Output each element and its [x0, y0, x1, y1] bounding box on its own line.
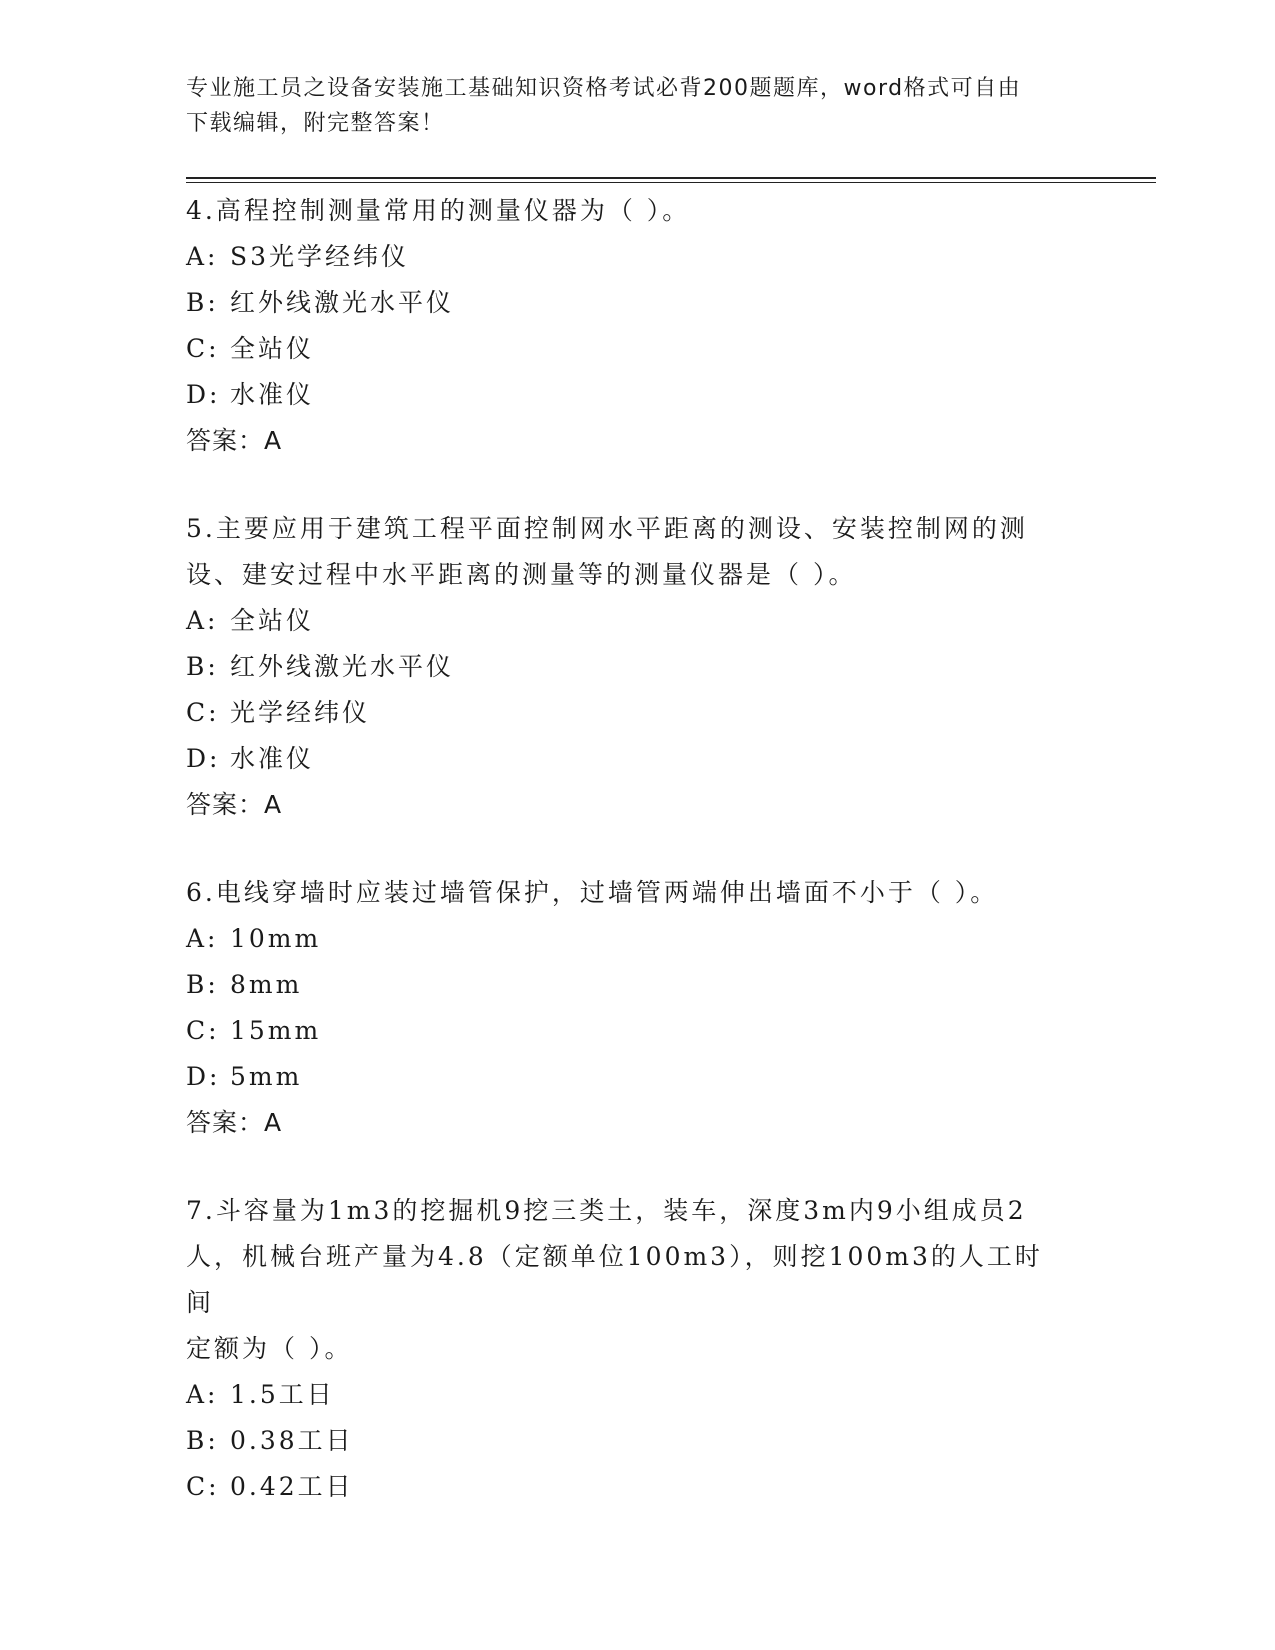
option-text: 5mm: [230, 1062, 303, 1091]
option-letter: C:: [186, 698, 220, 727]
option-letter: D:: [186, 744, 221, 773]
option-text: 水准仪: [230, 744, 315, 773]
option-letter: C:: [186, 1016, 220, 1045]
option-letter: A:: [186, 242, 219, 271]
answer-option: [186, 690, 1066, 736]
option-text: 0.38工日: [230, 1426, 354, 1455]
answer-option: [186, 234, 1066, 280]
option-text: 全站仪: [230, 334, 315, 363]
question-stem-line: 4.高程控制测量常用的测量仪器为（ ）。: [186, 196, 691, 225]
option-text: 8mm: [230, 970, 303, 999]
answer-option: [186, 598, 1066, 644]
option-letter: A:: [186, 606, 219, 635]
answer-option: [186, 736, 1066, 782]
answer-option: [186, 1464, 1066, 1510]
option-text: 红外线激光水平仪: [230, 652, 455, 681]
answer-option: [186, 326, 1066, 372]
question-block: [186, 506, 1066, 828]
option-letter: A:: [186, 924, 219, 953]
answer-key: 答案：A: [186, 426, 283, 455]
header-title-line-2: 下载编辑，附完整答案！: [186, 111, 445, 136]
option-letter: D:: [186, 1062, 221, 1091]
option-text: 水准仪: [230, 380, 315, 409]
option-text: 0.42工日: [230, 1472, 354, 1501]
answer-option: [186, 372, 1066, 418]
option-letter: B:: [186, 1426, 219, 1455]
question-stem-line: 人，机械台班产量为4.8（定额单位100m3），则挖100m3的人工时间: [186, 1242, 1043, 1317]
option-letter: B:: [186, 970, 219, 999]
document-header: [186, 71, 1056, 141]
answer-option: [186, 962, 1066, 1008]
question-block: [186, 188, 1066, 464]
answer-option: [186, 280, 1066, 326]
answer-option: [186, 644, 1066, 690]
option-text: 全站仪: [230, 606, 315, 635]
question-stem-line: 5.主要应用于建筑工程平面控制网水平距离的测设、安装控制网的测: [186, 514, 1028, 543]
question-stem-line: 6.电线穿墙时应装过墙管保护，过墙管两端伸出墙面不小于（ ）。: [186, 878, 999, 907]
option-text: 10mm: [230, 924, 322, 953]
option-letter: B:: [186, 288, 219, 317]
question-block: [186, 870, 1066, 1146]
answer-key: 答案：A: [186, 1108, 283, 1137]
option-text: 红外线激光水平仪: [230, 288, 455, 317]
answer-option: [186, 1372, 1066, 1418]
question-stem-line: 7.斗容量为1m3的挖掘机9挖三类土，装车，深度3m内9小组成员2: [186, 1196, 1027, 1225]
answer-key: 答案：A: [186, 790, 283, 819]
option-letter: C:: [186, 1472, 220, 1501]
question-list: [186, 188, 1066, 1552]
header-title-line-1: 专业施工员之设备安装施工基础知识资格考试必背200题题库，word格式可自由: [186, 76, 1022, 101]
option-text: S3光学经纬仪: [230, 242, 410, 271]
option-text: 15mm: [230, 1016, 322, 1045]
option-letter: A:: [186, 1380, 219, 1409]
answer-option: [186, 916, 1066, 962]
header-divider-thick: [186, 177, 1156, 179]
header-divider-thin: [186, 182, 1156, 183]
answer-option: [186, 1008, 1066, 1054]
option-letter: C:: [186, 334, 220, 363]
question-block: [186, 1188, 1066, 1510]
question-stem-line: 设、建安过程中水平距离的测量等的测量仪器是（ ）。: [186, 560, 857, 589]
option-letter: D:: [186, 380, 221, 409]
document-page: [186, 0, 1156, 1650]
option-text: 1.5工日: [230, 1380, 335, 1409]
answer-option: [186, 1054, 1066, 1100]
option-text: 光学经纬仪: [230, 698, 371, 727]
answer-option: [186, 1418, 1066, 1464]
option-letter: B:: [186, 652, 219, 681]
question-stem-line: 定额为（ ）。: [186, 1334, 353, 1363]
